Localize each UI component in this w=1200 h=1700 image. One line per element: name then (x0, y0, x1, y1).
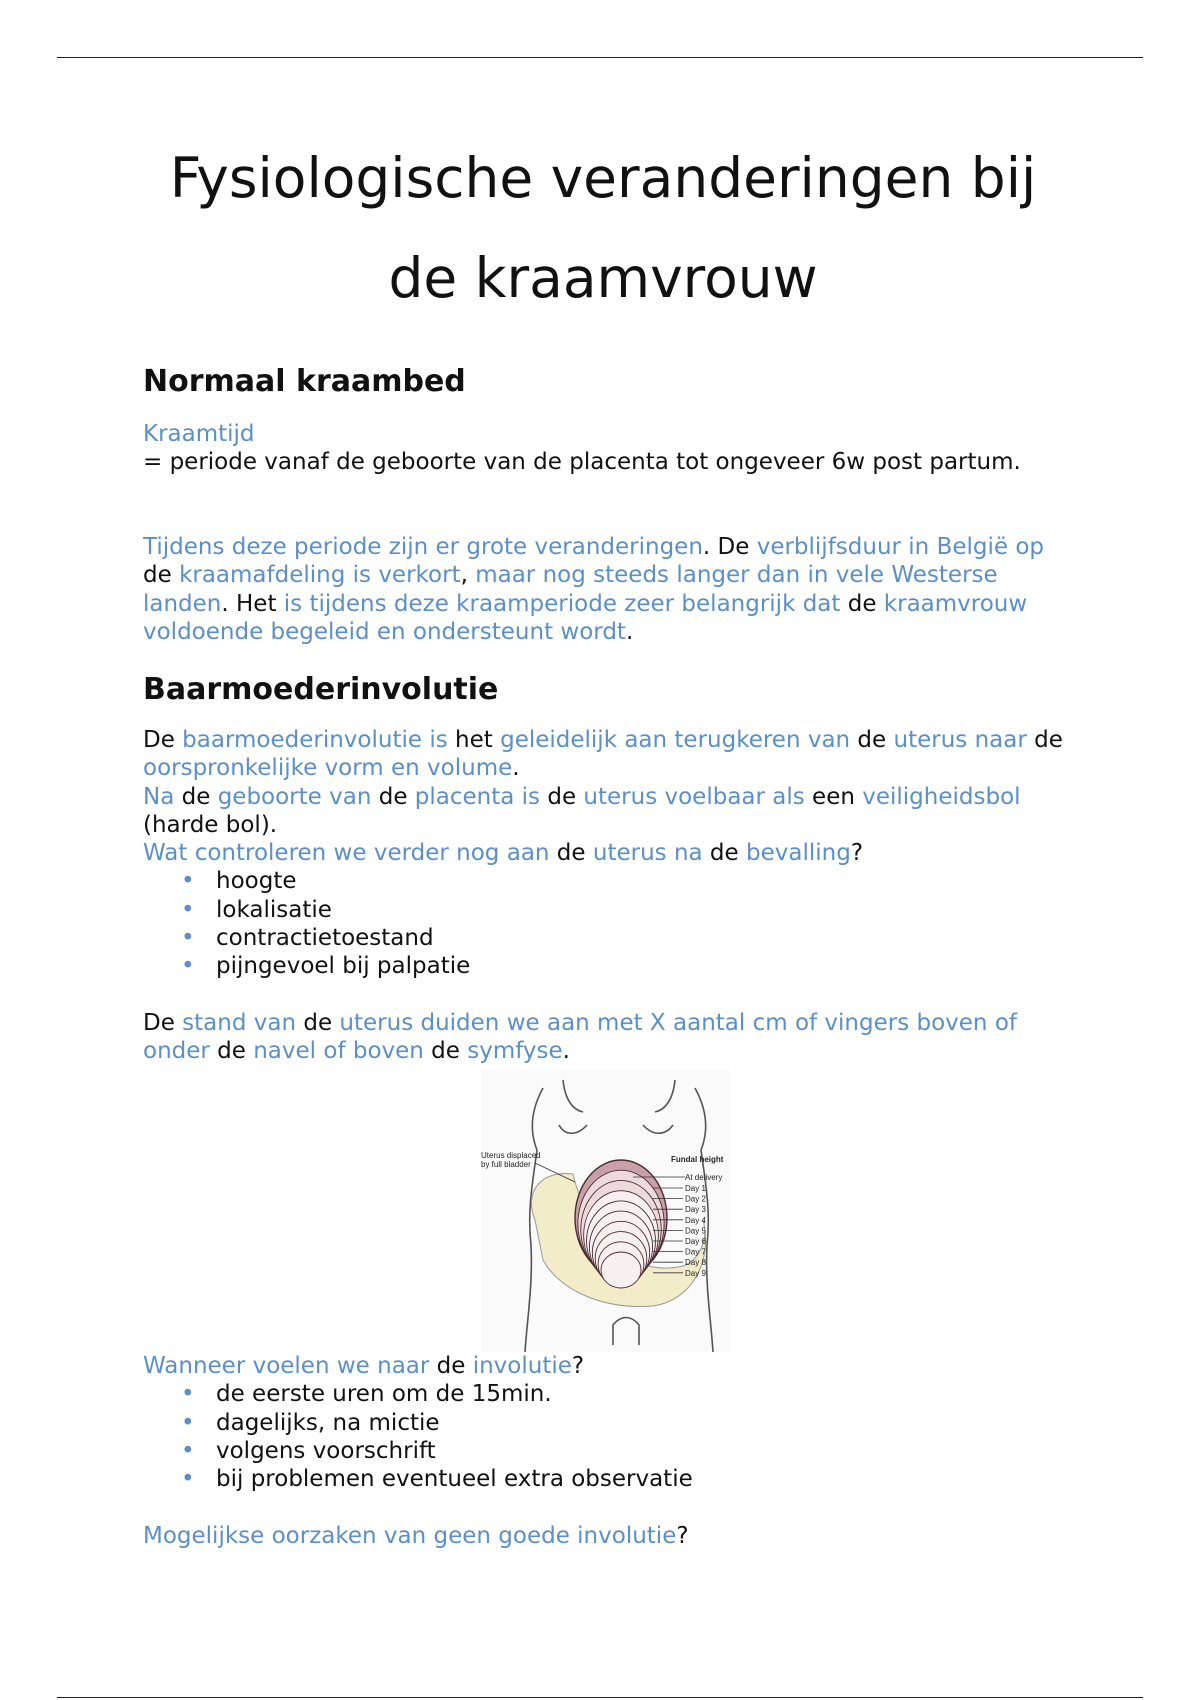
text-span: . Het (221, 590, 284, 617)
text-span: . De (702, 534, 757, 560)
text-span: navel of boven (253, 1038, 424, 1065)
text-span: symfyse (467, 1038, 563, 1065)
day-label: Day 8 (685, 1258, 706, 1268)
title-line-2: de kraamvrouw (388, 246, 818, 310)
text-span: oorspronkelijke vorm en volume (143, 755, 513, 782)
text-span: is tijdens deze kraamperiode zeer belangrijk dat (283, 590, 841, 617)
text-span: . (512, 755, 520, 782)
title-line-1: Fysiologische veranderingen bij (169, 146, 1037, 210)
text-span: de (423, 1038, 468, 1065)
paragraph-oorzaken (143, 1522, 1063, 1550)
text-span: de (702, 840, 746, 867)
text-span: de (549, 840, 593, 867)
kraamtijd-definition (143, 420, 1063, 477)
top-rule (57, 57, 1143, 58)
text-span: Tijdens deze periode zijn er grote veranderingen (143, 534, 703, 560)
text-span: een (804, 783, 863, 810)
text-span: (harde bol). (143, 811, 278, 838)
text-span: Wat controleren we verder nog aan (143, 840, 550, 867)
list-item: • lokalisatie (143, 896, 1063, 924)
text-span: kraamvrouw voldoende begeleid en ondersteunt wordt (143, 590, 1028, 645)
day-label: Day 3 (685, 1205, 706, 1215)
paragraph-question-controle (143, 839, 1063, 867)
label-uterus-displaced: Uterus displaced (481, 1151, 541, 1160)
text-span: stand van (182, 1010, 297, 1036)
text-span: . (625, 618, 634, 645)
text-span: geboorte van (217, 783, 372, 810)
text-span: ? (676, 1523, 689, 1549)
when-list (143, 1380, 1063, 1493)
text-span: de (371, 783, 415, 810)
bottom-rule (57, 1697, 1143, 1698)
text-span: de (840, 590, 884, 617)
text-span: involutie (472, 1353, 572, 1379)
day-label: Day 7 (685, 1247, 706, 1257)
text-span: verblijfsduur in België op (756, 534, 1045, 560)
text-span: de (850, 727, 894, 753)
text-span: kraamafdeling is verkort (179, 562, 461, 589)
label-at-delivery: At delivery (685, 1173, 723, 1182)
text-span: de (143, 562, 180, 589)
day-labels (685, 1184, 706, 1278)
label-full-bladder: by full bladder (481, 1160, 531, 1169)
text-span: veiligheidsbol (862, 783, 1021, 810)
text-span: de (209, 1038, 254, 1065)
text-span: bevalling (746, 840, 851, 867)
text-span: uterus duiden we aan met X aantal cm of vingers boven of onder (143, 1010, 1017, 1065)
list-item: • hoogte (143, 867, 1063, 895)
list-item: • bij problemen eventueel extra observatie (143, 1465, 1063, 1493)
text-span: de (540, 783, 584, 810)
text-span: uterus voelbaar als (583, 783, 805, 810)
text-span: placenta is (414, 783, 541, 810)
list-item: • de eerste uren om de 15min. (143, 1380, 1063, 1408)
paragraph-stand-uterus (143, 1009, 1063, 1066)
day-label: Day 1 (685, 1184, 706, 1193)
text-span: ? (850, 840, 864, 867)
text-span: uterus naar (893, 727, 1027, 753)
list-item: • dagelijks, na mictie (143, 1409, 1063, 1437)
text-span: . (562, 1038, 570, 1065)
checks-list (143, 867, 1063, 980)
involutie-block (143, 726, 1063, 981)
text-span: Mogelijkse oorzaken van geen goede involutie (143, 1523, 677, 1549)
day-label: Day 9 (685, 1268, 706, 1278)
text-span: uterus na (592, 840, 703, 867)
list-item: • pijngevoel bij palpatie (143, 952, 1063, 980)
text-span: Na (143, 783, 175, 810)
document-title (143, 128, 1063, 328)
text-span: de (174, 783, 218, 810)
text-span: De (143, 1010, 183, 1036)
list-item: • volgens voorschrift (143, 1437, 1063, 1465)
text-span: De (143, 727, 183, 753)
text-span: Wanneer voelen we naar (143, 1353, 430, 1379)
term-kraamtijd: Kraamtijd (143, 421, 255, 447)
paragraph-kraamperiode (143, 533, 1063, 646)
uterus-ring (601, 1252, 641, 1288)
list-item: • contractietoestand (143, 924, 1063, 952)
paragraph-involutie-definition (143, 726, 1063, 783)
day-label: Day 5 (685, 1226, 706, 1236)
text-span: de (1026, 727, 1063, 753)
text-span: de (429, 1353, 473, 1379)
day-label: Day 6 (685, 1237, 706, 1246)
day-label: Day 2 (685, 1194, 706, 1204)
wanneer-block (143, 1352, 1063, 1493)
paragraph-veiligheidsbol (143, 783, 1063, 840)
text-span: maar nog steeds langer dan in vele Westerse landen (143, 562, 998, 617)
label-fundal-height: Fundal height (671, 1155, 724, 1164)
heading-normaal-kraambed: Normaal kraambed (143, 364, 466, 399)
text-span: geleidelijk aan terugkeren van (500, 727, 851, 753)
text-span: ? (571, 1353, 585, 1379)
text-span: baarmoederinvolutie is (182, 727, 448, 753)
definition-text: = periode vanaf de geboorte van de placenta tot ongeveer 6w post partum. (143, 449, 1021, 476)
text-span: , (460, 562, 476, 589)
text-span: de (296, 1010, 340, 1036)
fundal-height-figure (463, 1070, 743, 1352)
day-label: Day 4 (685, 1215, 706, 1225)
paragraph-wanneer (143, 1352, 1063, 1380)
text-span: het (447, 727, 501, 753)
heading-baarmoederinvolutie: Baarmoederinvolutie (143, 672, 499, 707)
